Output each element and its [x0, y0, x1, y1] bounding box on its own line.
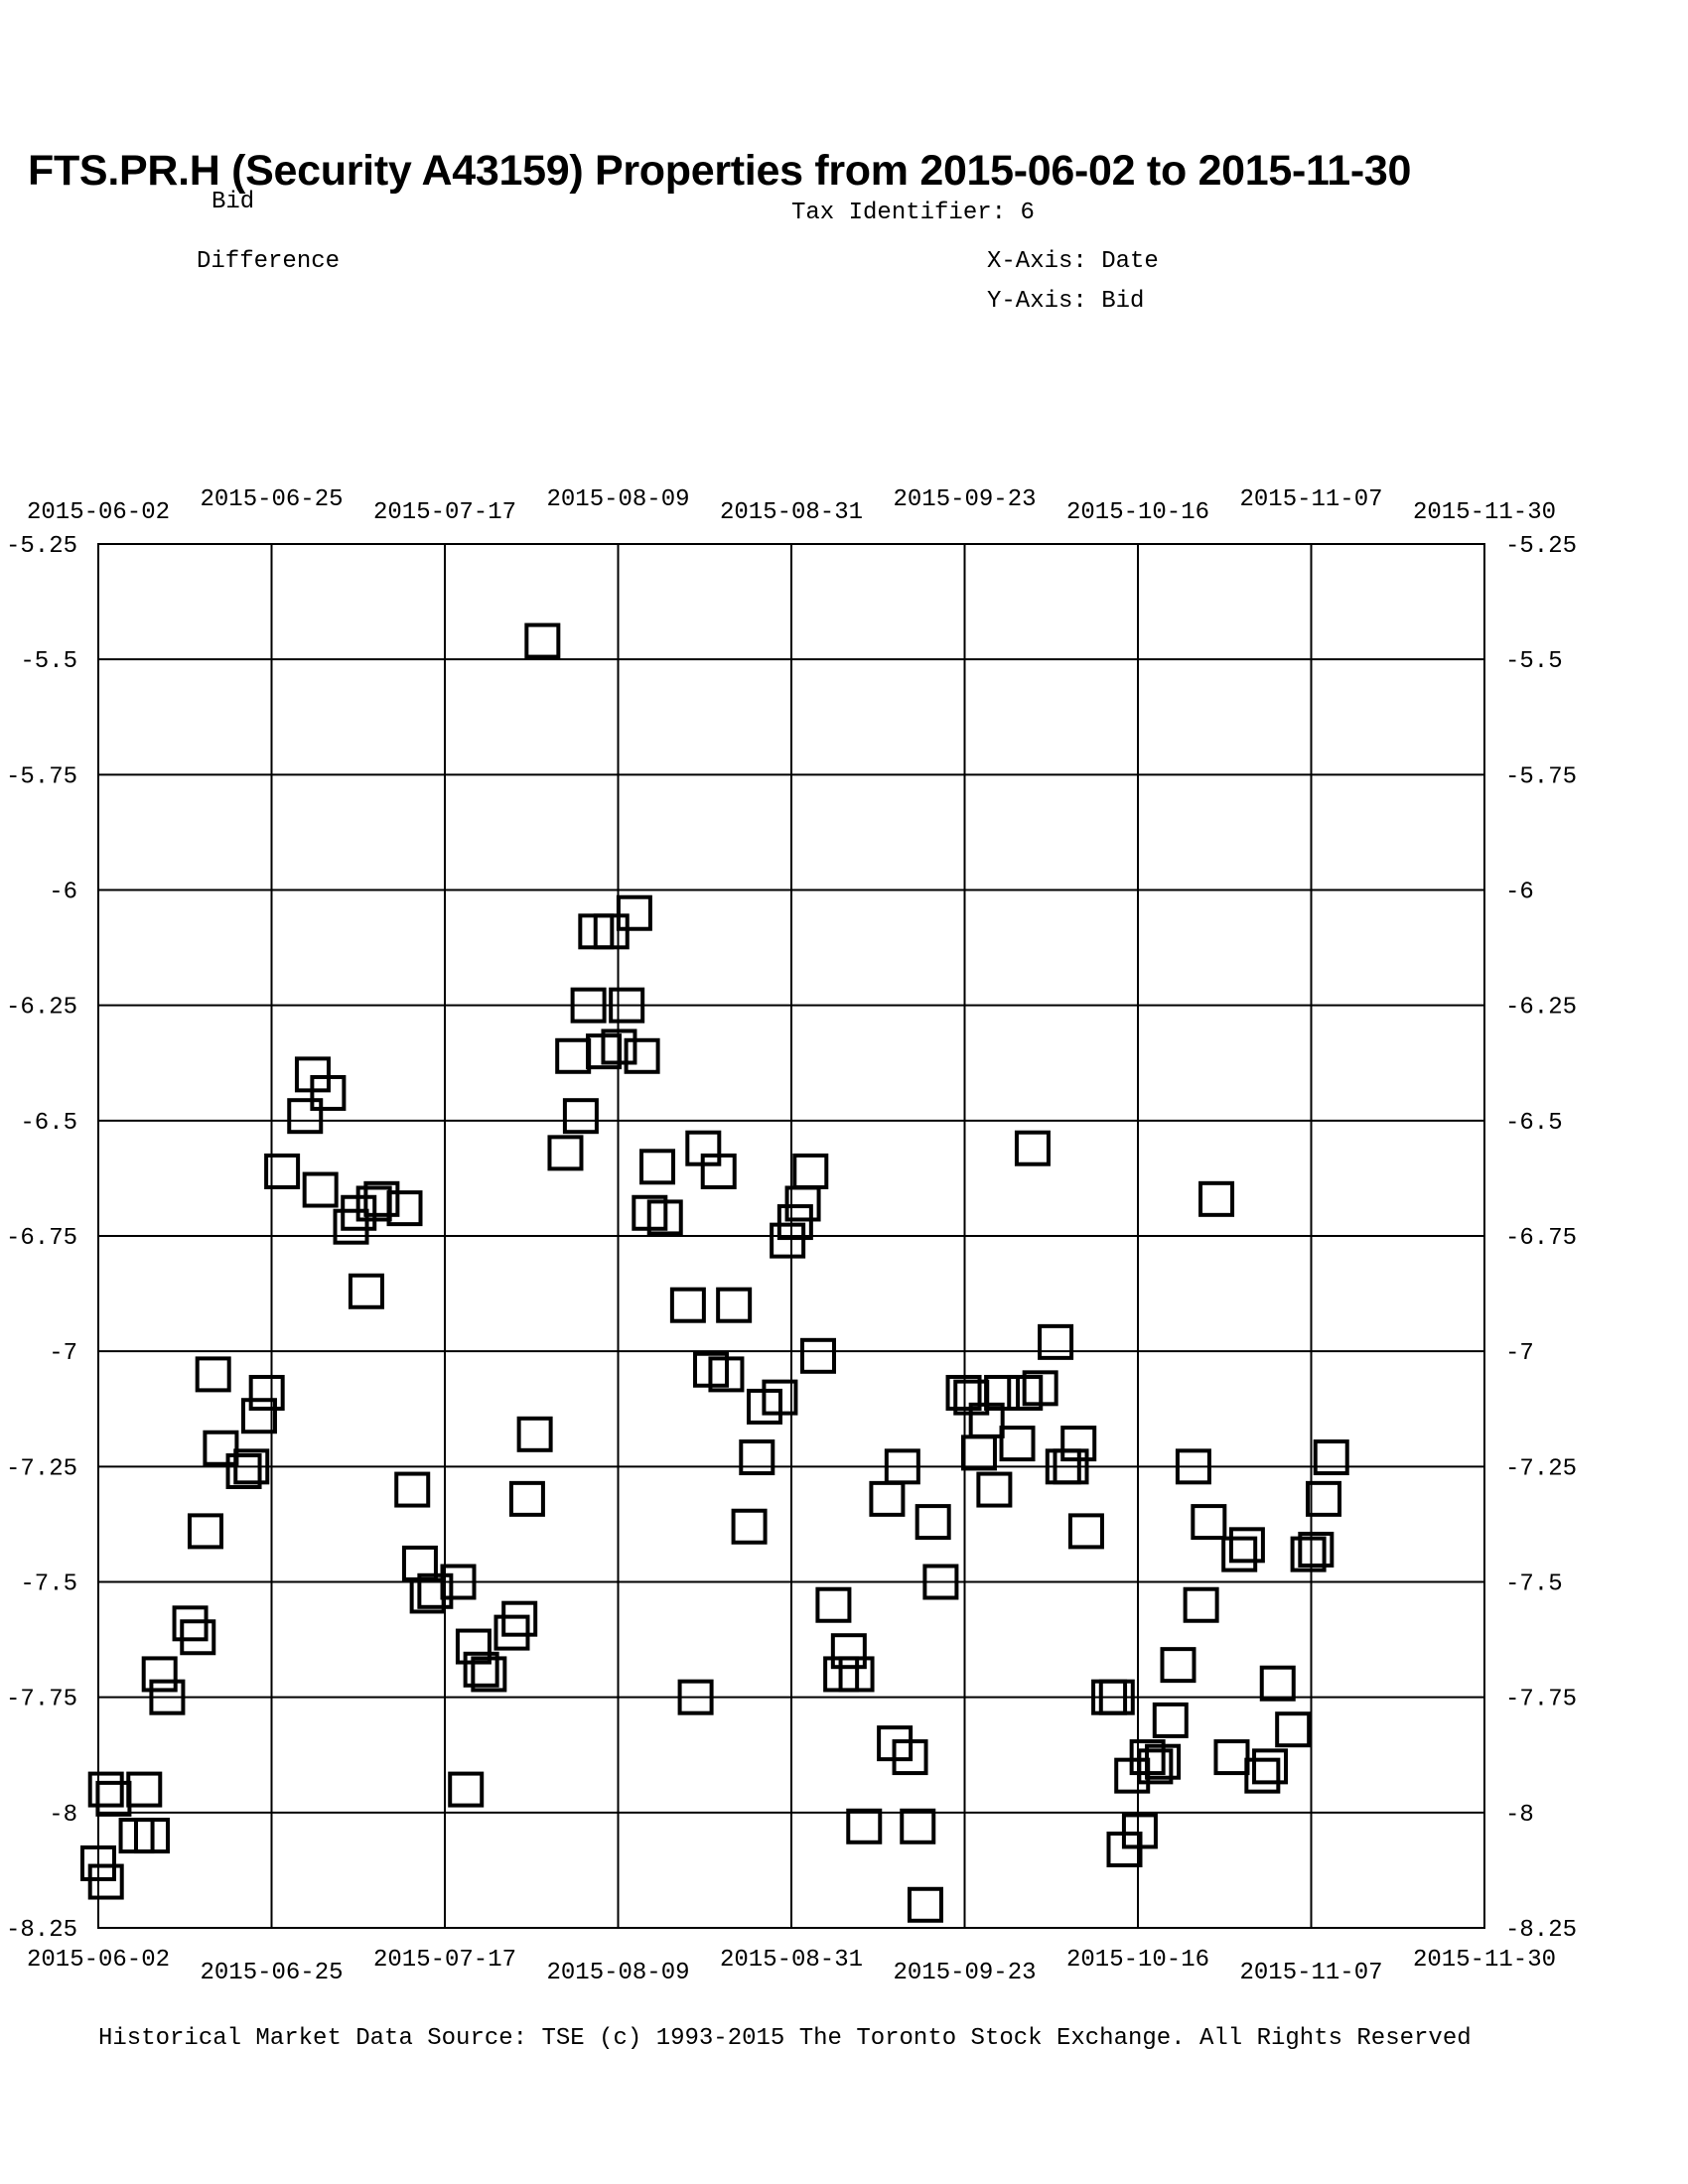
- x-axis-label: X-Axis: Date: [987, 248, 1159, 275]
- data-point: [565, 1100, 597, 1132]
- data-point: [182, 1621, 213, 1653]
- y-tick-label-right: -8.25: [1505, 1917, 1578, 1944]
- footer-source: Historical Market Data Source: TSE (c) 1993-2015 The Toronto Stock Exchange. All Rights Reserved: [98, 2025, 1472, 2052]
- data-point: [136, 1820, 168, 1851]
- x-tick-label-bottom: 2015-07-17: [372, 1947, 517, 1974]
- data-point: [741, 1441, 773, 1473]
- data-point: [887, 1450, 918, 1482]
- y-tick-label-left: -5.25: [5, 533, 77, 560]
- x-tick-label-top: 2015-08-31: [719, 499, 864, 526]
- data-point: [1025, 1372, 1056, 1404]
- y-tick-label-right: -7: [1505, 1340, 1534, 1368]
- y-tick-label-left: -6.75: [5, 1225, 77, 1252]
- x-tick-label-bottom: 2015-11-30: [1412, 1947, 1557, 1974]
- y-axis-label: Y-Axis: Bid: [987, 288, 1145, 315]
- data-point: [1300, 1534, 1332, 1566]
- data-point: [703, 1156, 735, 1187]
- x-tick-label-top: 2015-11-07: [1239, 486, 1383, 513]
- data-point: [190, 1515, 221, 1547]
- y-tick-label-right: -6.5: [1505, 1109, 1563, 1137]
- y-tick-label-right: -5.5: [1505, 648, 1563, 676]
- x-tick-label-bottom: 2015-06-02: [26, 1947, 171, 1974]
- y-tick-label-left: -5.75: [5, 763, 77, 791]
- data-point: [1155, 1705, 1187, 1736]
- data-point: [511, 1483, 543, 1515]
- y-tick-label-right: -7.25: [1505, 1455, 1578, 1483]
- data-point: [1316, 1441, 1347, 1473]
- y-tick-label-right: -7.75: [1505, 1686, 1578, 1713]
- data-point: [128, 1774, 160, 1806]
- bid-label: Bid: [211, 189, 255, 215]
- data-point: [450, 1774, 482, 1806]
- y-tick-label-right: -8: [1505, 1801, 1534, 1829]
- data-point: [910, 1889, 941, 1921]
- data-point: [442, 1567, 474, 1598]
- data-point: [549, 1137, 581, 1168]
- data-point: [895, 1741, 926, 1773]
- data-point: [1178, 1450, 1209, 1482]
- data-point: [1101, 1682, 1133, 1713]
- data-point: [924, 1567, 956, 1598]
- data-point: [672, 1290, 704, 1321]
- data-point: [1162, 1649, 1194, 1681]
- data-point: [1002, 1428, 1034, 1459]
- data-point: [1277, 1713, 1309, 1745]
- data-point: [1254, 1750, 1286, 1782]
- data-point: [1017, 1133, 1049, 1164]
- data-point: [526, 625, 558, 657]
- y-tick-label-right: -6.25: [1505, 994, 1578, 1022]
- y-tick-label-right: -6: [1505, 879, 1534, 906]
- y-tick-label-right: -5.75: [1505, 763, 1578, 791]
- y-tick-label-left: -7.75: [5, 1686, 77, 1713]
- data-point: [917, 1506, 949, 1538]
- x-tick-label-bottom: 2015-06-25: [200, 1960, 344, 1986]
- y-tick-label-left: -6: [49, 879, 77, 906]
- data-point: [871, 1483, 903, 1515]
- data-point: [680, 1682, 712, 1713]
- data-point: [649, 1201, 681, 1233]
- data-point: [1215, 1741, 1247, 1773]
- data-point: [1040, 1326, 1071, 1358]
- y-tick-label-right: -7.5: [1505, 1570, 1563, 1598]
- data-point: [817, 1589, 849, 1621]
- data-point: [1231, 1529, 1263, 1561]
- data-point: [1062, 1428, 1094, 1459]
- x-tick-label-bottom: 2015-09-23: [893, 1960, 1037, 1986]
- y-tick-label-left: -8: [49, 1801, 77, 1829]
- data-point: [1147, 1746, 1179, 1778]
- data-point: [97, 1783, 129, 1815]
- y-tick-label-right: -6.75: [1505, 1225, 1578, 1252]
- data-point: [794, 1156, 826, 1187]
- data-point: [1262, 1668, 1294, 1700]
- data-point: [1124, 1815, 1156, 1846]
- data-point: [841, 1658, 873, 1690]
- data-point: [503, 1603, 535, 1635]
- data-point: [1070, 1515, 1102, 1547]
- data-point: [764, 1382, 795, 1414]
- data-point: [802, 1340, 834, 1372]
- data-point: [557, 1040, 589, 1072]
- y-tick-label-left: -5.5: [20, 648, 77, 676]
- data-point: [573, 990, 605, 1022]
- x-tick-label-top: 2015-09-23: [893, 486, 1037, 513]
- difference-label: Difference: [197, 248, 341, 275]
- data-point: [251, 1377, 283, 1409]
- data-point: [902, 1811, 933, 1843]
- data-point: [848, 1811, 880, 1843]
- y-tick-label-left: -7.25: [5, 1455, 77, 1483]
- data-point: [641, 1151, 673, 1182]
- data-point: [1193, 1506, 1224, 1538]
- data-point: [1200, 1183, 1232, 1215]
- data-point: [312, 1077, 344, 1109]
- y-tick-label-left: -7.5: [20, 1570, 77, 1598]
- data-point: [389, 1192, 421, 1224]
- page-title: FTS.PR.H (Security A43159) Properties from 2015-06-02 to 2015-11-30: [28, 147, 1412, 195]
- x-tick-label-top: 2015-06-02: [26, 499, 171, 526]
- data-point: [710, 1358, 742, 1390]
- x-tick-label-bottom: 2015-11-07: [1239, 1960, 1383, 1986]
- data-point: [963, 1436, 995, 1468]
- y-tick-label-left: -6.25: [5, 994, 77, 1022]
- y-tick-label-left: -6.5: [20, 1109, 77, 1137]
- data-point: [619, 897, 650, 929]
- data-point: [198, 1358, 229, 1390]
- data-point: [1186, 1589, 1217, 1621]
- data-point: [396, 1474, 428, 1506]
- x-tick-label-bottom: 2015-08-09: [546, 1960, 690, 1986]
- data-point: [266, 1156, 298, 1187]
- x-tick-label-top: 2015-07-17: [372, 499, 517, 526]
- data-point: [611, 990, 642, 1022]
- tax-identifier: Tax Identifier: 6: [791, 200, 1035, 226]
- data-point: [90, 1866, 122, 1898]
- data-point: [351, 1276, 382, 1307]
- data-point: [1308, 1483, 1339, 1515]
- data-point: [473, 1658, 504, 1690]
- y-tick-label-left: -7: [49, 1340, 77, 1368]
- y-tick-label-right: -5.25: [1505, 533, 1578, 560]
- data-point: [734, 1511, 766, 1543]
- x-tick-label-bottom: 2015-08-31: [719, 1947, 864, 1974]
- data-point: [235, 1450, 267, 1482]
- y-tick-label-left: -8.25: [5, 1917, 77, 1944]
- x-tick-label-top: 2015-06-25: [200, 486, 344, 513]
- data-point: [627, 1040, 658, 1072]
- data-point: [305, 1174, 337, 1206]
- data-point: [978, 1474, 1010, 1506]
- data-point: [519, 1419, 551, 1450]
- x-tick-label-top: 2015-11-30: [1412, 499, 1557, 526]
- x-tick-label-bottom: 2015-10-16: [1065, 1947, 1210, 1974]
- data-point: [718, 1290, 750, 1321]
- x-tick-label-top: 2015-10-16: [1065, 499, 1210, 526]
- x-tick-label-top: 2015-08-09: [546, 486, 690, 513]
- data-point: [787, 1187, 819, 1219]
- data-point: [151, 1682, 183, 1713]
